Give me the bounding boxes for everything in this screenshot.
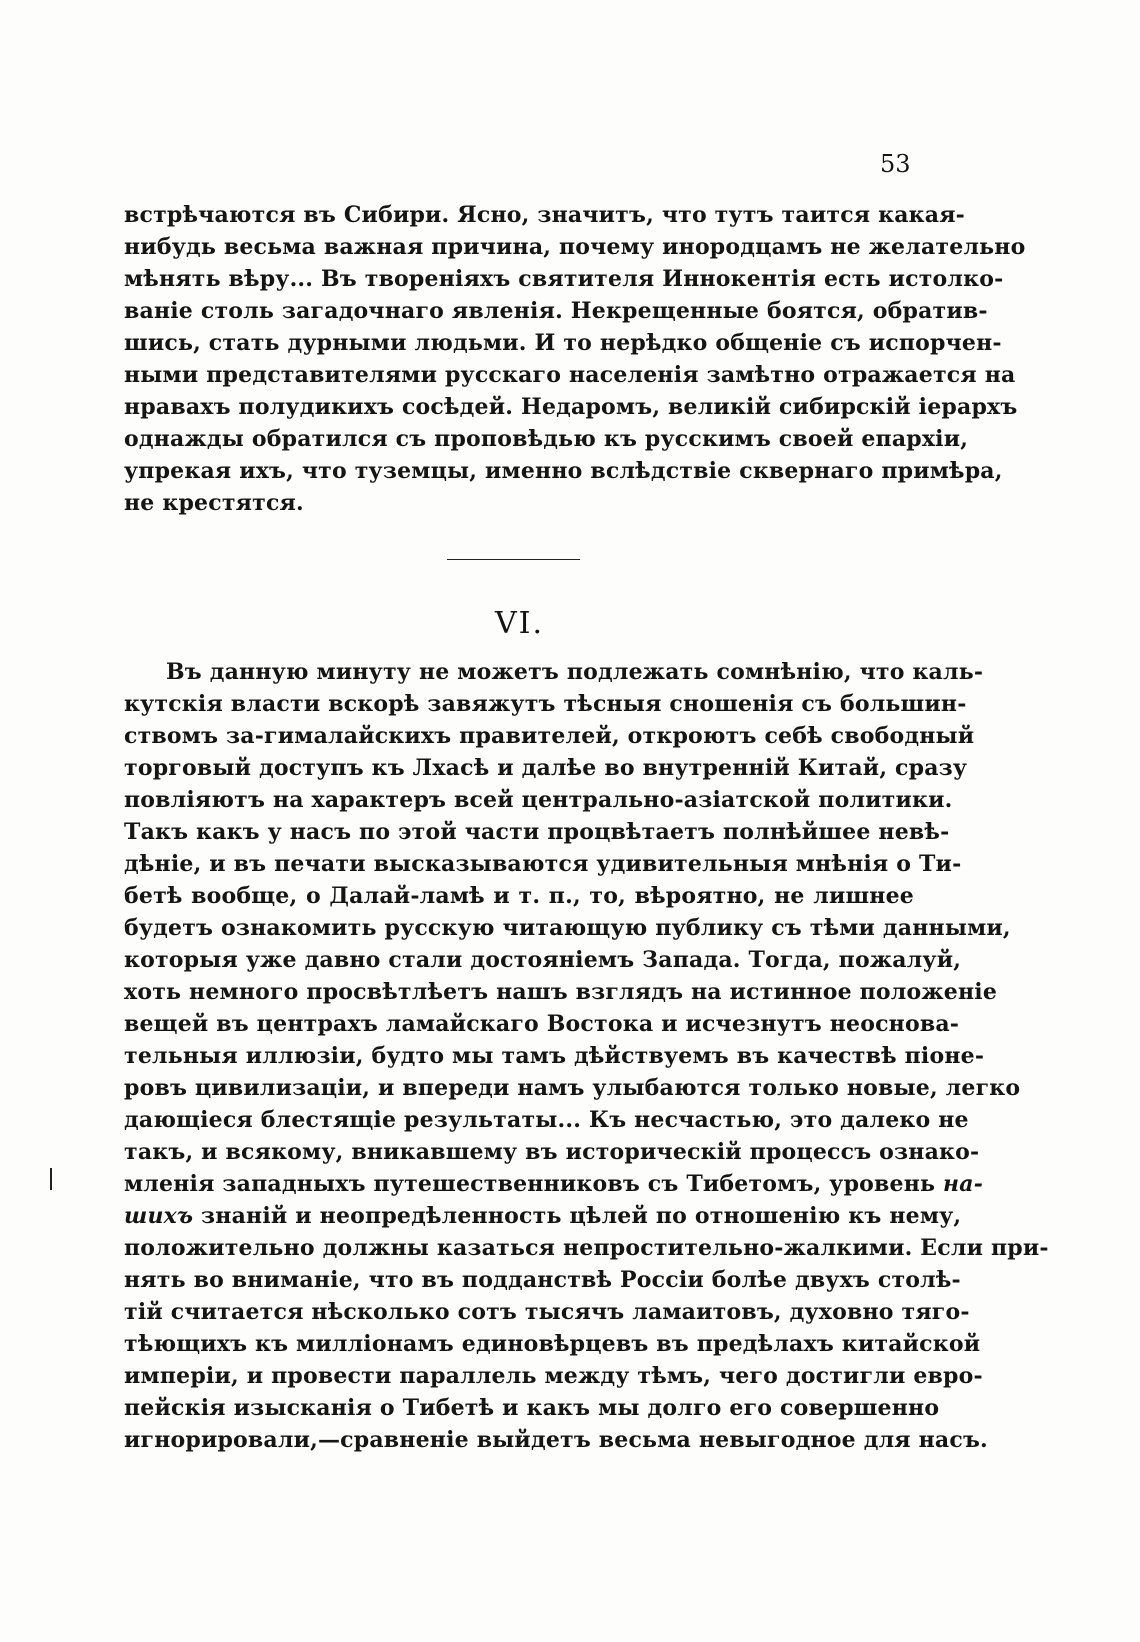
text-line-mixed bbox=[124, 1200, 962, 1232]
text-line: ровъ цивилизаціи, и впереди намъ улыбаются только новые, легко bbox=[124, 1075, 1021, 1101]
text-line: ными представителями русскаго населенія замѣтно отражается на bbox=[124, 362, 1016, 388]
text-line: однажды обратился съ проповѣдью къ русскимъ своей епархіи, bbox=[124, 426, 969, 452]
text-line: пейскія изысканія о Тибетѣ и какъ мы долго его совершенно bbox=[124, 1395, 940, 1421]
text-line: ствомъ за-гималайскихъ правителей, откроютъ себѣ свободный bbox=[124, 723, 975, 749]
paragraph-section-vi bbox=[124, 656, 1049, 1456]
text-line: встрѣчаются въ Сибири. Ясно, значитъ, что тутъ таится какая- bbox=[124, 202, 965, 228]
text-line: хоть немного просвѣтлѣетъ нашъ взглядъ на истинное положеніе bbox=[124, 979, 998, 1005]
text-line: положительно должны казаться непростительно-жалкими. Если при- bbox=[124, 1235, 1049, 1261]
text-line: дѣніе, и въ печати высказываются удивительныя мнѣнія о Ти- bbox=[124, 851, 962, 877]
text-line: дающіеся блестящіе результаты... Къ несчастью, это далеко не bbox=[124, 1107, 969, 1133]
text-line: торговый доступъ къ Лхасѣ и далѣе во внутренній Китай, сразу bbox=[124, 755, 968, 781]
text-line: повліяютъ на характеръ всей центрально-азіатской политики. bbox=[124, 787, 953, 813]
text-line: кутскія власти вскорѣ завяжутъ тѣсныя сношенія съ большин- bbox=[124, 691, 967, 717]
page-number: 53 bbox=[880, 150, 911, 178]
text-line: тій считается нѣсколько сотъ тысячъ ламаитовъ, духовно тяго- bbox=[124, 1299, 970, 1325]
text-line: бетѣ вообще, о Далай-ламѣ и т. п., то, вѣроятно, не лишнее bbox=[124, 883, 914, 909]
paragraph-continuation bbox=[124, 199, 1026, 519]
text-segment: мленія западныхъ путешественниковъ съ Тибетомъ, уровень bbox=[124, 1171, 936, 1197]
text-line: мѣнять вѣру... Въ твореніяхъ святителя Иннокентія есть истолко- bbox=[124, 266, 1004, 292]
text-line: не крестятся. bbox=[124, 490, 304, 516]
text-line: такъ, и всякому, вникавшему въ историческій процессъ ознако- bbox=[124, 1139, 980, 1165]
text-line: имперіи, и провести параллель между тѣмъ, чего достигли евро- bbox=[124, 1363, 983, 1389]
text-line: Такъ какъ у насъ по этой части процвѣтаетъ полнѣйшее невѣ- bbox=[124, 819, 950, 845]
section-heading: VI. bbox=[495, 606, 545, 641]
italic-segment: шихъ bbox=[124, 1203, 194, 1229]
text-line-mixed bbox=[124, 1168, 984, 1200]
text-line: тѣющихъ къ милліонамъ единовѣрцевъ въ предѣлахъ китайской bbox=[124, 1331, 981, 1357]
text-segment: знаній и неопредѣленность цѣлей по отношенію къ нему, bbox=[193, 1203, 962, 1229]
text-line: нравахъ полудикихъ сосѣдей. Недаромъ, великій сибирскій іерархъ bbox=[124, 394, 1018, 420]
text-line: упрекая ихъ, что туземцы, именно вслѣдствіе сквернаго примѣра, bbox=[124, 458, 1003, 484]
text-line: будетъ ознакомить русскую читающую публику съ тѣми данными, bbox=[124, 915, 1011, 941]
text-line: вещей въ центрахъ ламайскаго Востока и исчезнутъ неоснова- bbox=[124, 1011, 960, 1037]
margin-mark bbox=[50, 1168, 52, 1190]
text-line: Въ данную минуту не можетъ подлежать сомнѣнію, что каль- bbox=[166, 659, 984, 685]
section-divider bbox=[447, 559, 580, 560]
italic-segment: на- bbox=[943, 1171, 984, 1197]
text-line: игнорировали,—сравненіе выйдетъ весьма невыгодное для насъ. bbox=[124, 1427, 988, 1453]
text-line: нибудь весьма важная причина, почему инородцамъ не желательно bbox=[124, 234, 1026, 260]
text-line: ваніе столь загадочнаго явленія. Некрещенные боятся, обратив- bbox=[124, 298, 988, 324]
text-line: шись, стать дурными людьми. И то нерѣдко общеніе съ испорчен- bbox=[124, 330, 1002, 356]
text-line: которыя уже давно стали достояніемъ Запада. Тогда, пожалуй, bbox=[124, 947, 962, 973]
text-line: тельныя иллюзіи, будто мы тамъ дѣйствуемъ въ качествѣ піоне- bbox=[124, 1043, 985, 1069]
text-line: нять во вниманіе, что въ подданствѣ Россіи болѣе двухъ столѣ- bbox=[124, 1267, 961, 1293]
